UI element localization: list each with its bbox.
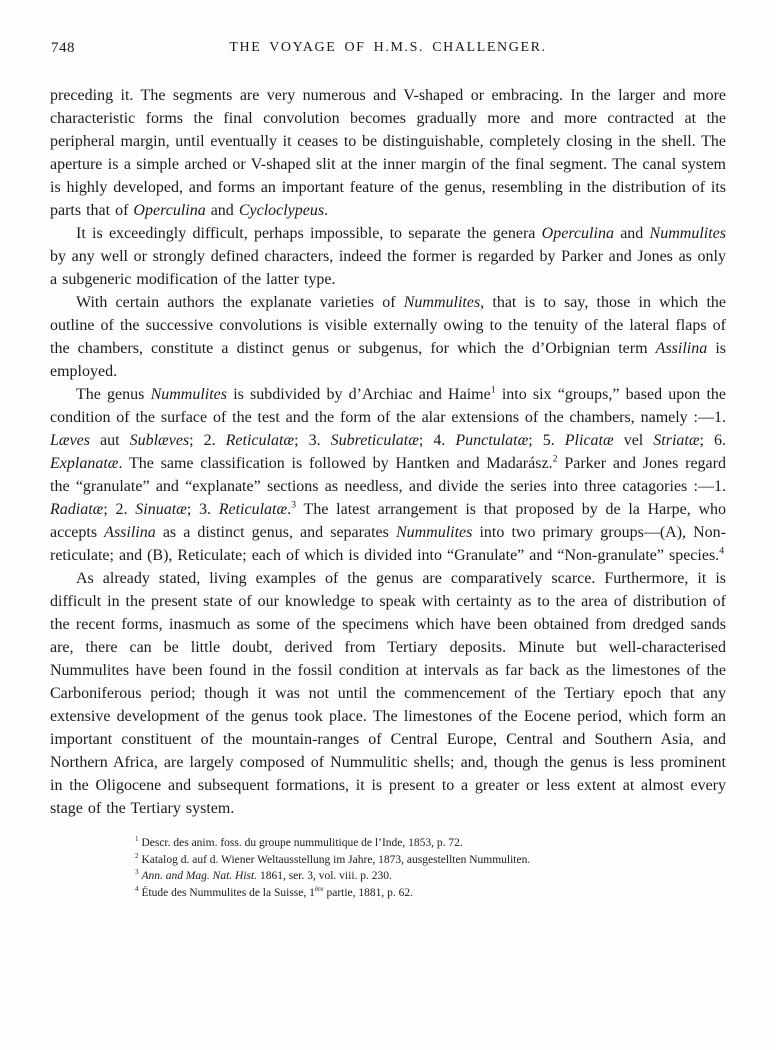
- italic-text: Operculina: [541, 225, 614, 242]
- italic-text: Assilina: [655, 340, 708, 357]
- italic-text: Striatæ: [653, 432, 700, 449]
- superscript-reference: 3: [135, 868, 139, 877]
- footnote: $^3$ Ann. and Mag. Nat. Hist. 1861, ser. 3, vol. viii. p. 230.: [135, 868, 392, 882]
- footnotes-section: [135, 835, 726, 901]
- italic-text: Operculina: [133, 202, 206, 219]
- italic-text: Sublæves: [129, 432, 190, 449]
- superscript-reference: 4: [719, 545, 725, 557]
- paragraph: preceding it. The segments are very numerous and V-shaped or embracing. In the larger and more characteristic forms the final convolution becomes gradually more and more contracted at the peripheral margin, until eventually it ceases to be distinguishable, completely closing in the shell. The aperture is a simple arched or V-shaped slit at the inner margin of the final segment. The canal system is highly developed, and forms an important feature of the genus, resembling in the distribution of its parts that of Operculina and Cycloclypeus.: [50, 87, 726, 219]
- paragraph: It is exceedingly difficult, perhaps impossible, to separate the genera Operculina and Nummulites by any well or strongly defined characters, indeed the former is regarded by Parker and Jones as only a subgeneric modification of the latter type.: [50, 225, 726, 288]
- superscript-reference: 1: [135, 835, 139, 844]
- italic-text: Nummulites: [649, 225, 726, 242]
- italic-text: Reticulatæ: [225, 432, 295, 449]
- superscript-reference: 3: [291, 499, 297, 511]
- superscript-reference: 1: [490, 384, 496, 396]
- paragraph: As already stated, living examples of the genus are comparatively scarce. Furthermore, it is difficult in the present state of our knowledge to speak with certainty as to the area of distribution of the recent forms, inasmuch as some of the specimens which have been obtained from dredged sands are, there can be little doubt, derived from Tertiary deposits. Minute but well-characterised Nummulites have been found in the fossil condition at intervals as far back as the limestones of the Carboniferous period; though it was not until the commencement of the Tertiary epoch that any extensive development of the genus took place. The limestones of the Eocene period, which form an important constituent of the mountain-ranges of Central Europe, Central and Southern Asia, and Northern Africa, are largely composed of Nummulitic shells; and, though the genus is less prominent in the Oligocene and subsequent formations, it is present to a greater or less extent at almost every stage of the Tertiary system.: [50, 570, 726, 817]
- paragraph: With certain authors the explanate varieties of Nummulites, that is to say, those in which the outline of the successive convolutions is visible externally owing to the tenuity of the lateral flaps of the chambers, constitute a distinct genus or subgenus, for which the d’Orbignian term Assilina is employed.: [50, 294, 727, 380]
- page-header: [50, 40, 726, 60]
- superscript-reference: 4: [135, 884, 139, 893]
- italic-text: Nummulites: [403, 294, 481, 311]
- page-number: 748: [51, 40, 75, 56]
- italic-text: Ann. and Mag. Nat. Hist.: [141, 870, 258, 882]
- italic-text: Explanatæ: [50, 455, 119, 472]
- italic-text: Subreticulatæ: [330, 432, 419, 449]
- superscript-reference: ère: [314, 884, 324, 893]
- superscript-reference: 2: [552, 453, 558, 465]
- running-title: THE VOYAGE OF H.M.S. CHALLENGER.: [229, 40, 547, 55]
- italic-text: Nummulites: [150, 386, 228, 403]
- italic-text: Radiatæ: [50, 501, 104, 518]
- page-body: [50, 84, 726, 820]
- footnote: $^2$ Katalog d. auf d. Wiener Weltausstellung im Jahre, 1873, ausgestellten Nummuliten.: [135, 851, 531, 866]
- italic-text: Assilina: [104, 524, 156, 541]
- italic-text: Plicatæ: [564, 432, 614, 449]
- italic-text: Reticulatæ: [218, 501, 288, 518]
- italic-text: Nummulites: [395, 524, 473, 541]
- footnote: $^1$ Descr. des anim. foss. du groupe nummulitique de l’Inde, 1853, p. 72.: [135, 835, 463, 849]
- footnote: $^4$ Étude des Nummulites de la Suisse, 1ère partie, 1881, p. 62.: [135, 884, 414, 899]
- superscript-reference: 2: [135, 851, 139, 860]
- italic-text: Sinuatæ: [135, 501, 187, 518]
- italic-text: Cycloclypeus: [238, 202, 325, 219]
- paragraph: The genus Nummulites is subdivided by d’Archiac and Haime$^1$ into six “groups,” based upon the condition of the surface of the test and the form of the alar extensions of the chambers, namely :—1. Læves aut Sublæves; 2. Reticulatæ; 3. Subreticulatæ; 4. Punctulatæ; 5. Plicatæ vel Striatæ; 6. Explanatæ. The same classification is followed by Hantken and Madarász.$^2$ Parker and Jones regard the “granulate” and “explanate” sections as needless, and divide the series into three catagories :—1. Radiatæ; 2. Sinuatæ; 3. Reticulatæ.$^3$ The latest arrangement is that proposed by de la Harpe, who accepts Assilina as a distinct genus, and separates Nummulites into two primary groups—(A), Non-reticulate; and (B), Reticulate; each of which is divided into “Granulate” and “Non-granulate” species.$^4$: [50, 384, 727, 564]
- italic-text: Punctulatæ: [455, 432, 529, 449]
- italic-text: Læves: [50, 432, 90, 449]
